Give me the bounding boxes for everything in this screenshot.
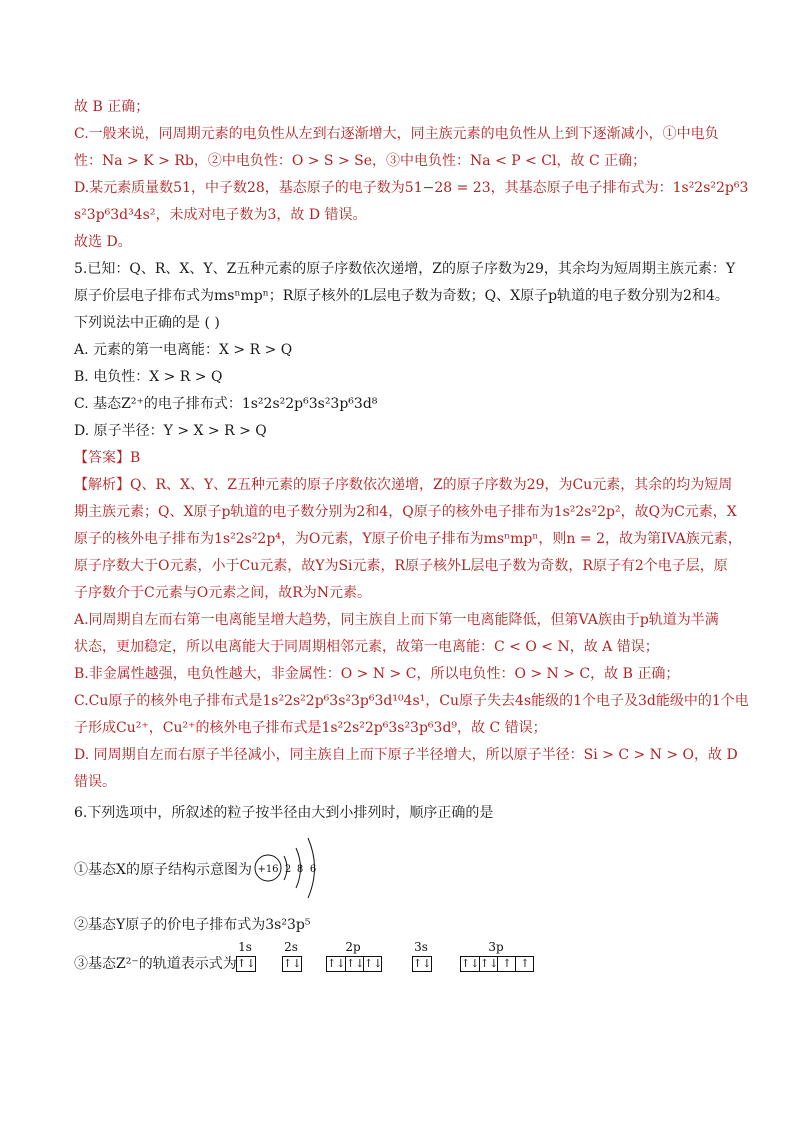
option-c: C. 基态Z²⁺的电子排布式：1s²2s²2p⁶3s²3p⁶3d⁸	[74, 396, 378, 412]
analysis-c-1: C.Cu原子的核外电子排布式是1s²2s²2p⁶3s²3p⁶3d¹⁰4s¹，Cu原子失去4s能级的1个电子及3d能级中的1个电	[74, 693, 749, 709]
analysis-line-3: 原子的核外电子排布为1s²2s²2p⁴，为O元素，Y原子价电子排布为msⁿmpⁿ，则n = 2，故为第IVA族元素，	[74, 531, 742, 547]
analysis-a-2: 状态，更加稳定，所以电离能大于同周期相邻元素，故第一电离能：C < O < N，故 A 错误；	[74, 639, 659, 655]
analysis-d-2: 错误。	[74, 774, 116, 790]
analysis-d-1: D. 同周期自左而右原子半径减小，同主族自上而下原子半径增大，所以原子半径：Si > C > N > O，故 D	[74, 747, 738, 763]
analysis-line-4: 原子序数大于O元素，小于Cu元素，故Y为Si元素，R原子核外L层电子数为奇数，R原子有2个电子层，原	[74, 558, 728, 574]
analysis-a-1: A.同周期自左而右第一电离能呈增大趋势，同主族自上而下第一电离能降低，但第VA族由于p轨道为半满	[74, 612, 719, 628]
orbital-label-1s: 1s	[238, 940, 252, 954]
line-05: s²3p⁶3d³4s²，未成对电子数为3，故 D 错误。	[74, 207, 367, 223]
analysis-line-5: 子序数介于C元素与O元素之间，故R为N元素。	[74, 585, 371, 601]
orbital-cell: ↑	[515, 957, 534, 971]
item-2-text: ②基态Y原子的价电子排布式为3s²3p⁵	[74, 917, 311, 933]
question-5-stem-2: 原子价层电子排布式为msⁿmpⁿ；R原子核外的L层电子数为奇数；Q、X原子p轨道的电子数分别为2和4。	[74, 288, 729, 304]
orbital-cell: ↑↓	[283, 957, 302, 970]
orbital-cell: ↑↓	[480, 957, 499, 970]
shell-electrons-1: 2	[284, 864, 292, 875]
orbital-cell: ↑↓	[364, 957, 383, 970]
orbital-cell: ↑↓	[237, 957, 256, 970]
item-1-text: ①基态X的原子结构示意图为	[74, 862, 252, 878]
analysis-line-2: 期主族元素；Q、X原子p轨道的电子数分别为2和4，Q原子的核外电子排布为1s²2s²2p²，故Q为C元素，X	[74, 504, 737, 520]
orbital-box-1s	[236, 956, 256, 972]
question-5-stem-1: 5.已知：Q、R、X、Y、Z五种元素的原子序数依次递增，Z的原子序数为29，其余均为短周期主族元素：Y	[74, 261, 736, 277]
line-02: C.一般来说，同周期元素的电负性从左到右逐渐增大，同主族元素的电负性从上到下逐渐减小，①中电负	[74, 126, 719, 142]
line-06: 故选 D。	[74, 234, 132, 250]
orbital-cell: ↑↓	[413, 957, 432, 970]
analysis-line-1: 【解析】Q、R、X、Y、Z五种元素的原子序数依次递增，Z的原子序数为29，为Cu元素，其余的均为短周	[74, 477, 733, 493]
option-d: D. 原子半径：Y > X > R > Q	[74, 423, 267, 439]
orbital-label-3s: 3s	[414, 940, 428, 954]
nucleus-charge-label: +16	[257, 864, 279, 875]
analysis-c-2: 子形成Cu²⁺，Cu²⁺的核外电子排布式是1s²2s²2p⁶3s²3p⁶3d⁹，故 C 错误；	[74, 720, 547, 736]
orbital-box-3s	[412, 956, 432, 972]
answer-line: 【答案】B	[74, 450, 141, 466]
orbital-diagram	[236, 940, 536, 980]
orbital-label-3p: 3p	[488, 940, 504, 954]
orbital-label-2s: 2s	[284, 940, 298, 954]
item-3-text: ③基态Z²⁻的轨道表示式为	[74, 956, 237, 972]
atom-structure-diagram	[248, 826, 328, 906]
question-5-prompt: 下列说法中正确的是 ( )	[74, 315, 220, 331]
orbital-cell: ↑↓	[461, 957, 480, 970]
shell-electrons-3: 6	[309, 864, 317, 875]
orbital-box-2p	[326, 956, 382, 972]
shell-electrons-2: 8	[296, 864, 304, 875]
orbital-box-3p	[460, 956, 534, 972]
option-b: B. 电负性：X > R > Q	[74, 369, 223, 385]
line-01: 故 B 正确；	[74, 99, 150, 115]
line-03: 性：Na > K > Rb，②中电负性：O > S > Se，③中电负性：Na < P < Cl，故 C 正确；	[74, 153, 647, 169]
orbital-label-2p: 2p	[345, 940, 361, 954]
question-6-stem: 6.下列选项中，所叙述的粒子按半径由大到小排列时，顺序正确的是	[74, 805, 494, 821]
orbital-cell: ↑↓	[346, 957, 365, 970]
option-a: A. 元素的第一电离能：X > R > Q	[74, 342, 293, 358]
analysis-b: B.非金属性越强，电负性越大，非金属性：O > N > C，所以电负性：O > N > C，故 B 正确；	[74, 666, 680, 682]
orbital-cell: ↑↓	[327, 957, 346, 970]
line-04: D.某元素质量数51，中子数28，基态原子的电子数为51−28 = 23，其基态原子电子排布式为：1s²2s²2p⁶3	[74, 180, 749, 196]
orbital-box-2s	[282, 956, 302, 972]
orbital-cell: ↑	[497, 957, 516, 971]
